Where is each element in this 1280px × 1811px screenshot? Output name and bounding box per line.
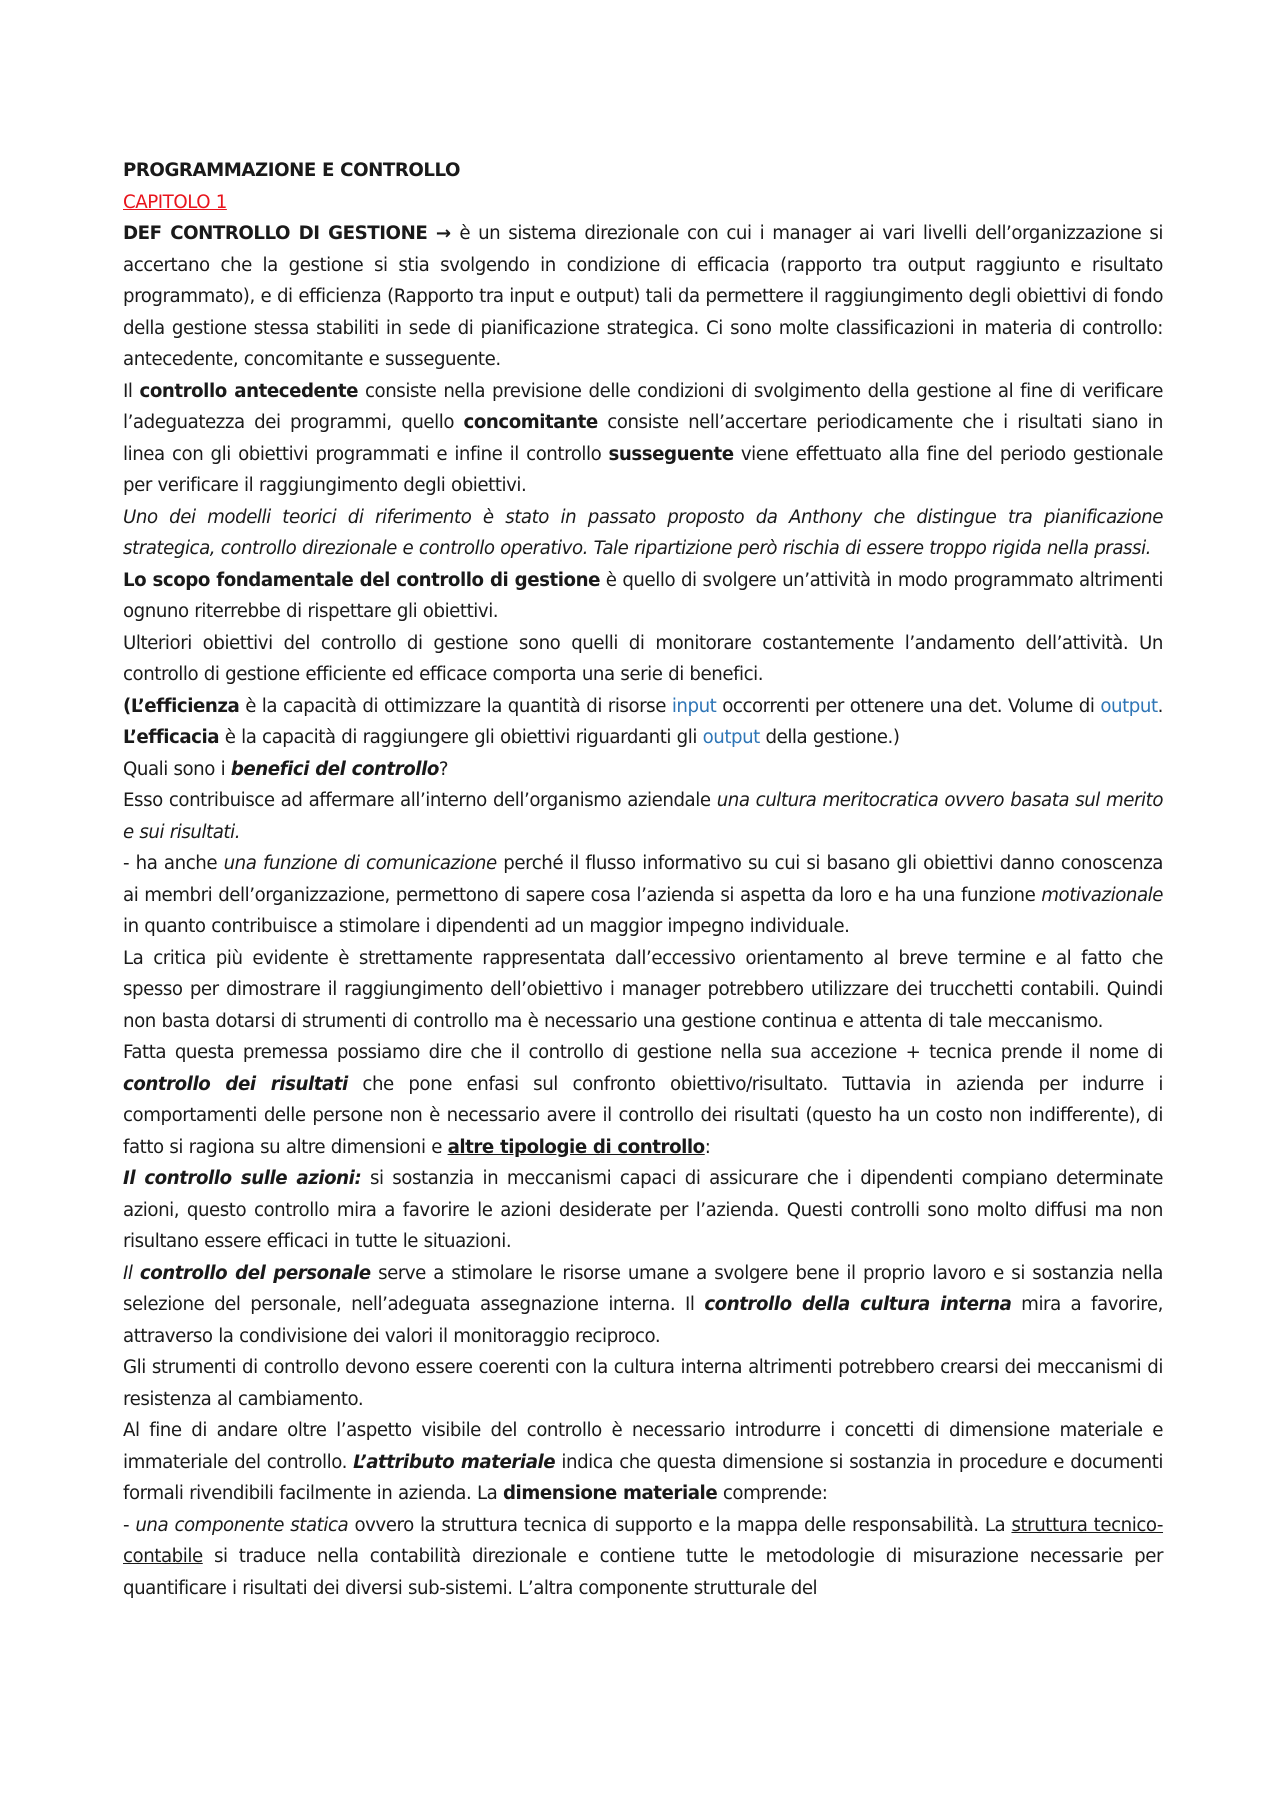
paragraph-purpose: Lo scopo fondamentale del controllo di gestione è quello di svolgere un’attività in modo programmato altrimenti ognuno riterrebbe di rispettare gli obiettivi. xyxy=(123,569,1163,622)
paragraph-further-objectives: Ulteriori obiettivi del controllo di gestione sono quelli di monitorare costantemente l’andamento dell’attività. Un controllo di gestione efficiente ed efficace comporta una serie di benefici. xyxy=(123,632,1163,685)
paragraph-meritocracy: Esso contribuisce ad affermare all’interno dell’organismo aziendale una cultura meritocratica ovvero basata sul merito e sui risultati. xyxy=(123,790,1164,843)
arrow-right-icon: → xyxy=(427,223,460,244)
paragraph-control-types: Il controllo antecedente consiste nella previsione delle condizioni di svolgimento della gestione al fine di verificare l’adeguatezza dei programmi, quello concomitante consiste nell’accertare periodicamente che i risultati siano in linea con gli obiettivi programmati e infine il controllo susseguente viene effettuato alla fine del periodo gestionale per verificare il raggiungimento degli obiettivi. xyxy=(123,380,1163,496)
paragraph-action-control: Il controllo sulle azioni: si sostanzia in meccanismi capaci di assicurare che i dipendenti compiano determinate azioni, questo controllo mira a favorire le azioni desiderate per l’azienda. Questi controlli sono molto diffusi ma non risultano essere efficaci in tutte le situazioni. xyxy=(123,1168,1164,1252)
paragraph-static-component: - una componente statica ovvero la struttura tecnica di supporto e la mappa delle responsabilità. La struttura tecnico-contabile si traduce nella contabilità direzionale e contiene tutte le metodologie di misurazione necessarie per quantificare i risultati dei diversi sub-sistemi. L’altra componente strutturale del xyxy=(123,1514,1164,1599)
document-body xyxy=(123,155,1163,1604)
output-link[interactable]: output xyxy=(702,727,760,748)
input-link[interactable]: input xyxy=(671,695,717,717)
paragraph-communication: - ha anche una funzione di comunicazione perché il flusso informativo su cui si basano gli obiettivi danno conoscenza ai membri dell’organizzazione, permettono di sapere cosa l’azienda si aspetta da loro e ha una funzione motivazionale in quanto contribuisce a stimolare i dipendenti ad un maggior impegno individuale. xyxy=(123,853,1164,937)
paragraph-definition: DEF CONTROLLO DI GESTIONE → è un sistema direzionale con cui i manager ai vari livelli dell’organizzazione si accertano che la gestione si stia svolgendo in condizione di efficacia (rapporto tra output raggiunto e risultato programmato), e di efficienza (Rapporto tra input e output) tali da permettere il raggiungimento degli obiettivi di fondo della gestione stessa stabiliti in sede di pianificazione strategica. Ci sono molte classificazioni in materia di controllo: antecedente, concomitante e susseguente. xyxy=(123,223,1163,370)
document-title: PROGRAMMAZIONE E CONTROLLO xyxy=(123,160,461,181)
chapter-heading xyxy=(123,187,1163,219)
paragraph-tools-coherence: Gli strumenti di controllo devono essere coerenti con la cultura interna altrimenti potrebbero crearsi dei meccanismi di resistenza al cambiamento. xyxy=(123,1357,1163,1410)
paragraph-results-control: Fatta questa premessa possiamo dire che il controllo di gestione nella sua accezione + tecnica prende il nome di controllo dei risultati che pone enfasi sul confronto obiettivo/risultato. Tuttavia in azienda per indurre i comportamenti delle persone non è necessario avere il controllo dei risultati (questo ha un costo non indifferente), di fatto si ragiona su altre dimensioni e altre tipologie di controllo: xyxy=(123,1042,1163,1158)
paragraph-anthony-model: Uno dei modelli teorici di riferimento è stato in passato proposto da Anthony che distingue tra pianificazione strategica, controllo direzionale e controllo operativo. Tale ripartizione però rischia di essere troppo rigida nella prassi. xyxy=(123,506,1163,559)
chapter-label: CAPITOLO 1 xyxy=(123,191,227,213)
paragraph-personnel-control: Il controllo del personale serve a stimolare le risorse umane a svolgere bene il proprio lavoro e si sostanzia nella selezione del personale, nell’adeguata assegnazione interna. Il controllo della cultura interna mira a favorire, attraverso la condivisione dei valori il monitoraggio reciproco. xyxy=(123,1262,1163,1347)
definition-term: DEF CONTROLLO DI GESTIONE xyxy=(123,223,428,244)
output-link[interactable]: output xyxy=(1100,695,1158,717)
paragraph-critique: La critica più evidente è strettamente rappresentata dall’eccessivo orientamento al breve termine e al fatto che spesso per dimostrare il raggiungimento dell’obiettivo i manager potrebbero utilizzare dei trucchetti contabili. Quindi non basta dotarsi di strumenti di controllo ma è necessario una gestione continua e attenta di tale meccanismo. xyxy=(123,947,1163,1032)
paragraph-material-dimension: Al fine di andare oltre l’aspetto visibile del controllo è necessario introdurre i concetti di dimensione materiale e immateriale del controllo. L’attributo materiale indica che questa dimensione si sostanzia in procedure e documenti formali rivendibili facilmente in azienda. La dimensione materiale comprende: xyxy=(123,1420,1163,1504)
paragraph-efficiency-efficacy: (L’efficienza è la capacità di ottimizzare la quantità di risorse input occorrenti per ottenere una det. Volume di output. L’efficacia è la capacità di raggiungere gli obiettivi riguardanti gli output della gestione.) xyxy=(123,695,1163,748)
paragraph-benefits-question: Quali sono i benefici del controllo? xyxy=(123,758,449,780)
